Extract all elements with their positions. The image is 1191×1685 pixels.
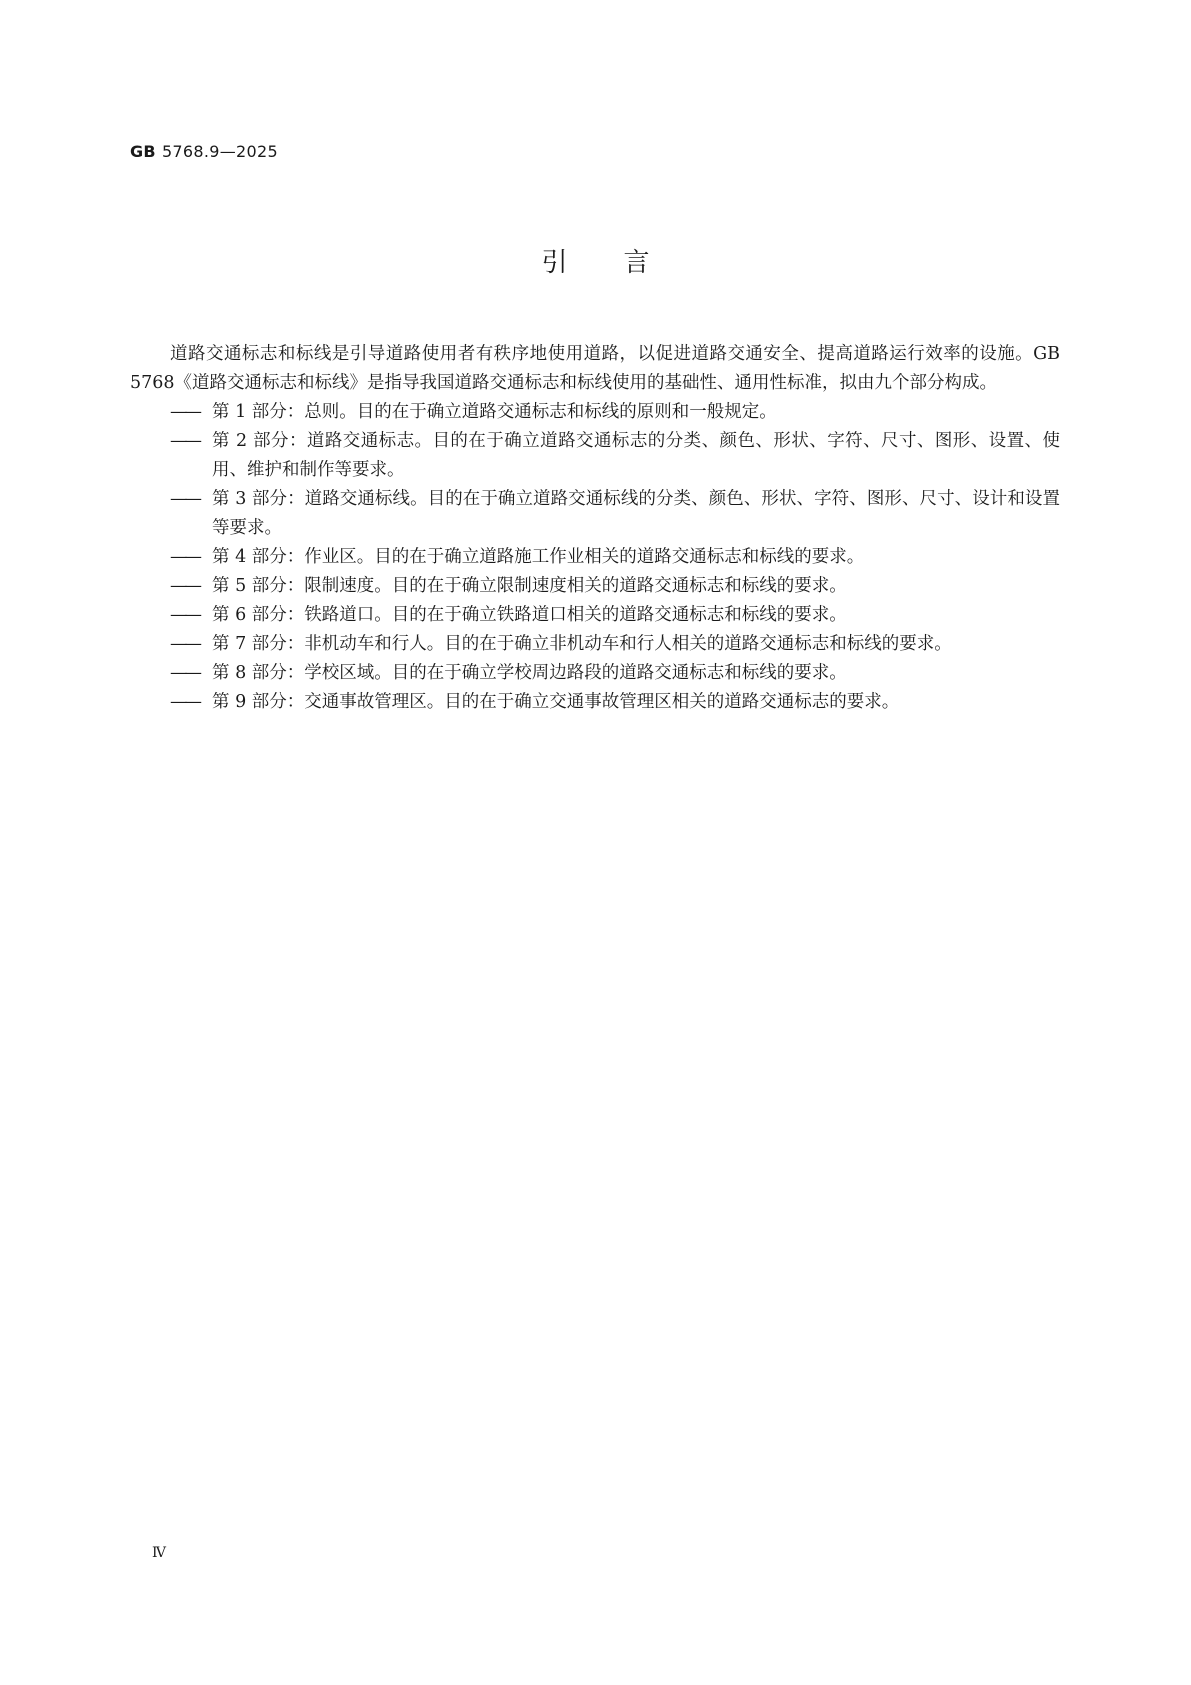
standard-code-number: 5768.9—2025 (161, 142, 278, 161)
list-item (130, 398, 1060, 427)
list-item (130, 630, 1060, 659)
list-dash: —— (170, 431, 199, 451)
list-dash: —— (170, 692, 199, 712)
list-dash: —— (170, 576, 199, 596)
list-item-text: 第 4 部分：作业区。目的在于确立道路施工作业相关的道路交通标志和标线的要求。 (212, 547, 865, 567)
parts-list (130, 398, 1060, 717)
list-dash: —— (170, 489, 199, 509)
list-item-text: 第 1 部分：总则。目的在于确立道路交通标志和标线的原则和一般规定。 (212, 402, 777, 422)
list-item-text: 第 2 部分：道路交通标志。目的在于确立道路交通标志的分类、颜色、形状、字符、尺寸、图形、设置、使用、维护和制作等要求。 (212, 431, 1060, 480)
list-item (130, 688, 1060, 717)
list-dash: —— (170, 663, 199, 683)
intro-paragraph: 道路交通标志和标线是引导道路使用者有秩序地使用道路，以促进道路交通安全、提高道路运行效率的设施。GB 5768《道路交通标志和标线》是指导我国道路交通标志和标线使用的基础性、通用性标准，拟由九个部分构成。 (130, 344, 1060, 393)
page-number: Ⅳ (152, 1545, 166, 1561)
list-item-text: 第 7 部分：非机动车和行人。目的在于确立非机动车和行人相关的道路交通标志和标线的要求。 (212, 634, 952, 654)
list-item (130, 572, 1060, 601)
list-item-text: 第 5 部分：限制速度。目的在于确立限制速度相关的道路交通标志和标线的要求。 (212, 576, 847, 596)
list-item-text: 第 3 部分：道路交通标线。目的在于确立道路交通标线的分类、颜色、形状、字符、图形、尺寸、设计和设置等要求。 (212, 489, 1060, 538)
list-dash: —— (170, 402, 199, 422)
list-item (130, 485, 1060, 543)
standard-code-prefix: GB (130, 142, 156, 161)
list-item (130, 659, 1060, 688)
list-dash: —— (170, 605, 199, 625)
list-dash: —— (170, 634, 199, 654)
list-item (130, 601, 1060, 630)
document-body (130, 340, 1060, 717)
list-item (130, 427, 1060, 485)
list-item-text: 第 8 部分：学校区域。目的在于确立学校周边路段的道路交通标志和标线的要求。 (212, 663, 847, 683)
list-dash: —— (170, 547, 199, 567)
list-item-text: 第 9 部分：交通事故管理区。目的在于确立交通事故管理区相关的道路交通标志的要求。 (212, 692, 900, 712)
standard-code-header (130, 142, 278, 161)
list-item-text: 第 6 部分：铁路道口。目的在于确立铁路道口相关的道路交通标志和标线的要求。 (212, 605, 847, 625)
list-item (130, 543, 1060, 572)
page-title: 引言 (541, 248, 706, 278)
